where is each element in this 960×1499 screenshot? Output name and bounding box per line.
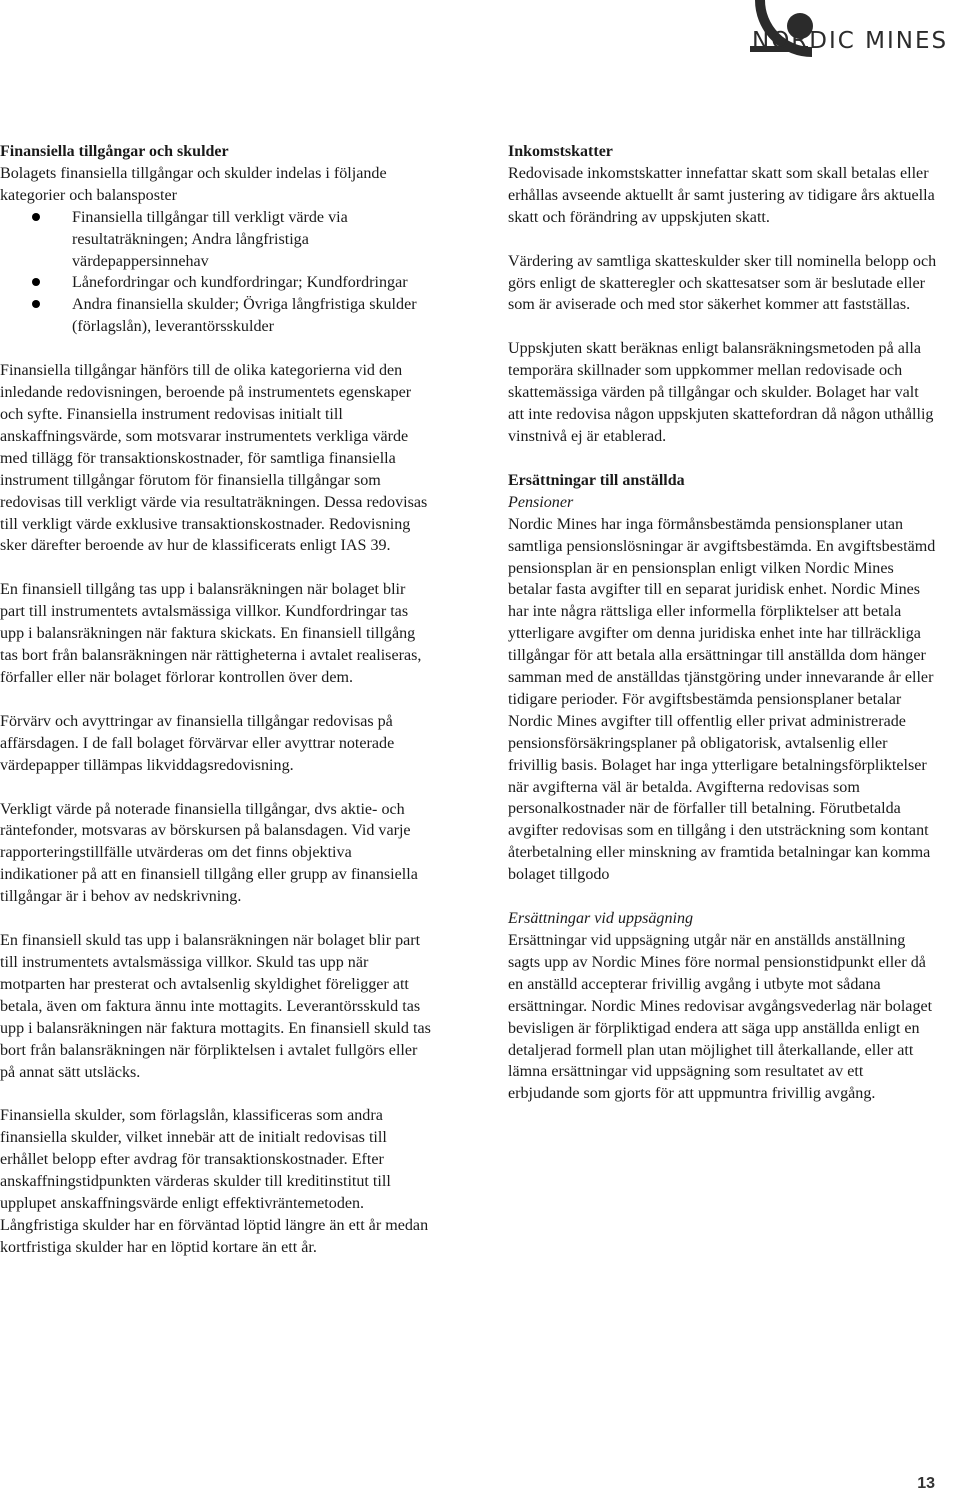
- paragraph: Finansiella skulder, som förlagslån, klassificeras som andra finansiella skulder, vilket innebär att de initialt redovisas till erhållet belopp efter avdrag för transaktionskostnader. Efter anskaffningstidpunkten värderas skulder till kreditinstitut till upplupet anskaffningsvärde enligt effektivräntemetoden. Långfristiga skulder har en förväntad löptid längre än ett år medan kortfristiga skulder har en löptid kortare än ett år.: [0, 1107, 429, 1256]
- logo-wordmark: NORDIC MINES: [752, 28, 949, 54]
- paragraph: Finansiella tillgångar hänförs till de olika kategorierna vid den inledande redovisningen, beroende på instrumentets egenskaper och syfte. Finansiella instrument redovisas initialt till anskaffningsvärde, som motsvarar instrumentets verkliga värde med tillägg för transaktionskostnader, för samtliga finansiella instrument tillgångar förutom för finansiella tillgångar som redovisas till verkligt värde via resultaträkningen. Dessa redovisas till verkligt värde exklusive transaktionskostnader. Redovisning sker därefter beroende av hur de klassificerats enligt IAS 39.: [0, 362, 428, 555]
- heading-employee-benefits: Ersättningar till anställda: [508, 471, 685, 489]
- paragraph: Verkligt värde på noterade finansiella tillgångar, dvs aktie- och räntefonder, motsvaras av börskursen på balansdagen. Vid varje rapporteringstillfälle utvärderas om det finns objektiva indikationer på att en finansiell tillgång eller grupp av finansiella tillgångar är i behov av nedskrivning.: [0, 800, 418, 906]
- heading-income-tax: Inkomstskatter: [508, 143, 613, 160]
- subheading-termination: Ersättningar vid uppsägning: [508, 910, 694, 928]
- list-item: Lånefordringar och kundfordringar; Kundfordringar: [0, 272, 432, 294]
- paragraph: En finansiell tillgång tas upp i balansräkningen när bolaget blir part till instrumentets avtalsmässiga villkor. Kundfordringar tas upp i balansräkningen när faktura skickats. En finansiell tillgång tas bort från balansräkningen när rättigheterna i avtalet realiseras, förfaller eller när bolaget förlorar kontrollen över dem.: [0, 581, 422, 686]
- paragraph: Värdering av samtliga skatteskulder sker till nominella belopp och görs enligt de skatteregler och skattesatser som är beslutade eller som är aviserade och med stor säkerhet kommer att fastställas.: [508, 252, 937, 314]
- paragraph: Förvärv och avyttringar av finansiella tillgångar redovisas på affärsdagen. I de fall bolaget förvärvar eller avyttrar noterade värdepapper tillämpas likviddagsredovisning.: [0, 712, 395, 774]
- intro-paragraph: Bolagets finansiella tillgångar och skulder indelas i följande kategorier och balansposter: [0, 164, 387, 204]
- list-item: Finansiella tillgångar till verkligt värde via resultaträkningen; Andra långfristiga värdepappersinnehav: [0, 207, 432, 273]
- bullet-icon: [32, 300, 40, 308]
- page-number: 13: [917, 1475, 935, 1492]
- left-column: [0, 141, 432, 1259]
- paragraph: Ersättningar vid uppsägning utgår när en anställds anställning sagts upp av Nordic Mines före normal pensionstidpunkt eller då en anställd accepterar frivillig avgång i utbyte mot sådana ersättningar. Nordic Mines redovisar avgångsvederlag när bolaget bevisligen är förpliktigad endera att säga upp anställda enligt en detaljerad formell plan utan möjlighet till återkallande, eller att lämna ersättningar vid uppsägning som resultatet av ett erbjudande som gjorts för att uppmuntra frivillig avgång.: [508, 932, 933, 1103]
- paragraph: Redovisade inkomstskatter innefattar skatt som skall betalas eller erhållas avseende aktuellt år samt justering av tidigare års aktuella skatt och förändring av uppskjuten skatt.: [508, 164, 935, 226]
- heading-financial-assets: Finansiella tillgångar och skulder: [0, 143, 229, 160]
- right-column: [508, 141, 938, 1105]
- category-list: [0, 207, 432, 338]
- subheading-pensions: Pensioner: [508, 493, 574, 511]
- nordic-mines-logo: [690, 0, 960, 90]
- list-item: Andra finansiella skulder; Övriga långfristiga skulder (förlagslån), leverantörsskulder: [0, 294, 432, 338]
- paragraph: En finansiell skuld tas upp i balansräkningen när bolaget blir part till instrumentets avtalsmässiga villkor. Skuld tas upp när motparten har presterat och avtalsenlig skyldighet föreligger att betala, även om faktura ännu inte mottagits. Leverantörsskuld tas upp i balansräkningen när faktura mottagits. En finansiell skuld tas bort från balansräkningen när förpliktelsen i avtalet fullgörs eller på annat sätt utsläcks.: [0, 932, 431, 1081]
- paragraph: Nordic Mines har inga förmånsbestämda pensionsplaner utan samtliga pensionslösningar är avgiftsbestämda. En avgiftsbestämd pensionsplan är en pensionsplan enligt vilken Nordic Mines betalar fasta avgifter till en separat juridisk enhet. Nordic Mines har inte några rättsliga eller informella förpliktelser att betala ytterligare avgifter om denna juridiska enhet inte har tillräckliga tillgångar för att betala alla ersättningar till anställda dom hänger samman med de anställdas tjänstgöring under innevarande år eller tidigare perioder. För avgiftsbestämda pensionsplaner betalar Nordic Mines avgifter till offentlig eller privat administrerade pensionsförsäkringsplaner på obligatorisk, avtalsenlig eller frivillig basis. Bolaget har inga ytterligare betalningsförpliktelser när avgifterna väl är betalda. Avgifterna redovisas som personalkostnader när de förfaller till betalning. Förutbetalda avgifter redovisas som en tillgång i den utsträckning som kontant återbetalning eller minskning av framtida betalningar kan komma bolaget tillgodo: [508, 515, 936, 884]
- bullet-icon: [32, 213, 40, 221]
- bullet-icon: [32, 278, 40, 286]
- paragraph: Uppskjuten skatt beräknas enligt balansräkningsmetoden på alla temporära skillnader som uppkommer mellan redovisade och skattemässiga värden på tillgångar och skulder. Bolaget har valt att inte redovisa någon uppskjuten skattefordran då någon uthållig vinstnivå ej är etablerad.: [508, 340, 934, 445]
